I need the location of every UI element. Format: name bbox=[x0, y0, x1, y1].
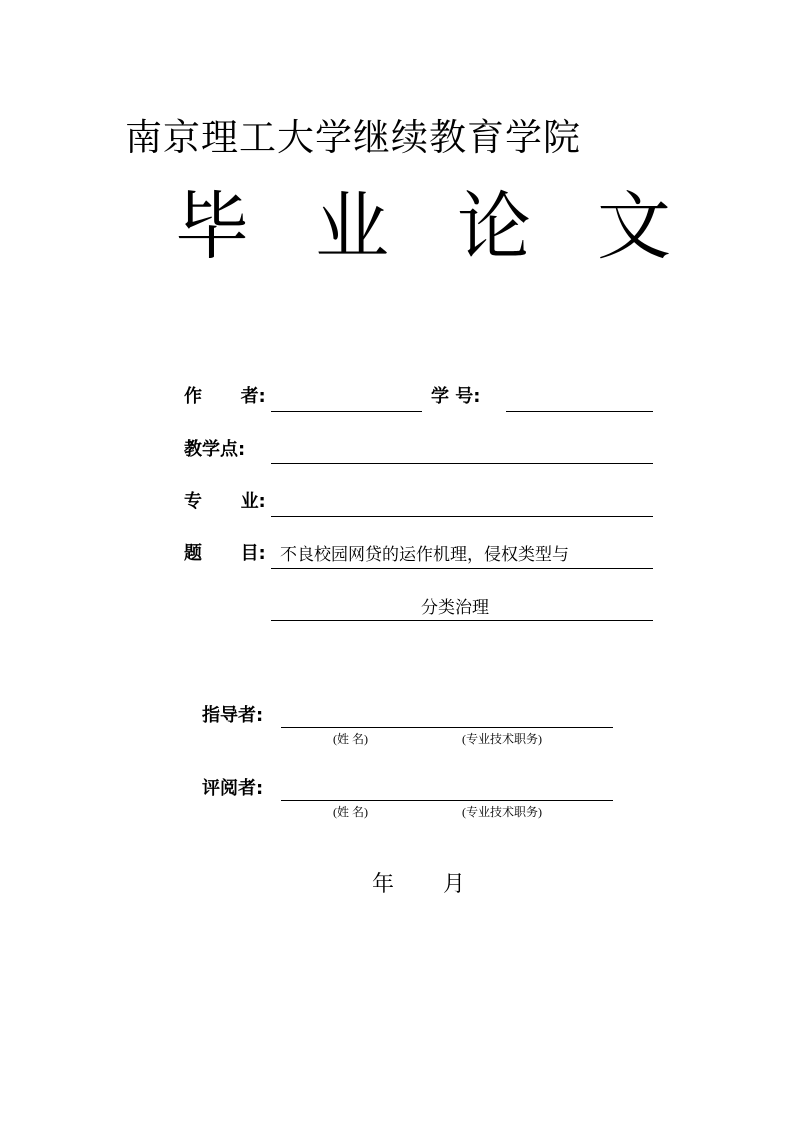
topic-label bbox=[184, 542, 266, 566]
teaching-site-label: 教学点: bbox=[184, 439, 246, 460]
reviewer-title-hint: (专业技术职务) bbox=[462, 805, 542, 819]
advisor-field[interactable] bbox=[281, 727, 613, 728]
advisor-label: 指导者: bbox=[202, 705, 264, 726]
major-label-a: 专 bbox=[184, 491, 202, 512]
reviewer-label: 评阅者: bbox=[202, 778, 264, 799]
teaching-site-field[interactable] bbox=[271, 463, 653, 464]
title-char-4: 文 bbox=[597, 184, 671, 270]
reviewer-field[interactable] bbox=[281, 800, 613, 801]
author-label-b: 者: bbox=[240, 386, 266, 407]
topic-text-line1: 不良校园网贷的运作机理，侵权类型与 bbox=[280, 545, 569, 565]
advisor-title-hint: (专业技术职务) bbox=[462, 732, 542, 746]
title-char-3: 论 bbox=[457, 184, 531, 270]
topic-text-line2: 分类治理 bbox=[421, 598, 489, 618]
advisor-name-hint: (姓 名) bbox=[333, 732, 368, 746]
major-label-b: 业: bbox=[240, 491, 266, 512]
topic-label-b: 目: bbox=[240, 543, 266, 564]
topic-field-line1[interactable] bbox=[271, 568, 653, 569]
author-label-a: 作 bbox=[184, 386, 202, 407]
topic-field-line2[interactable] bbox=[271, 620, 653, 621]
school-name: 南京理工大学继续教育学院 bbox=[125, 116, 581, 159]
student-id-field[interactable] bbox=[506, 411, 653, 412]
major-label bbox=[184, 490, 266, 514]
date-year: 年 bbox=[372, 872, 395, 897]
topic-label-a: 题 bbox=[184, 543, 202, 564]
author-label bbox=[184, 385, 266, 409]
major-field[interactable] bbox=[271, 516, 653, 517]
title-char-1: 毕 bbox=[175, 184, 249, 270]
student-id-label: 学 号: bbox=[431, 386, 481, 407]
title-char-2: 业 bbox=[315, 184, 389, 270]
date-month: 月 bbox=[443, 872, 466, 897]
reviewer-name-hint: (姓 名) bbox=[333, 805, 368, 819]
author-field[interactable] bbox=[271, 411, 422, 412]
